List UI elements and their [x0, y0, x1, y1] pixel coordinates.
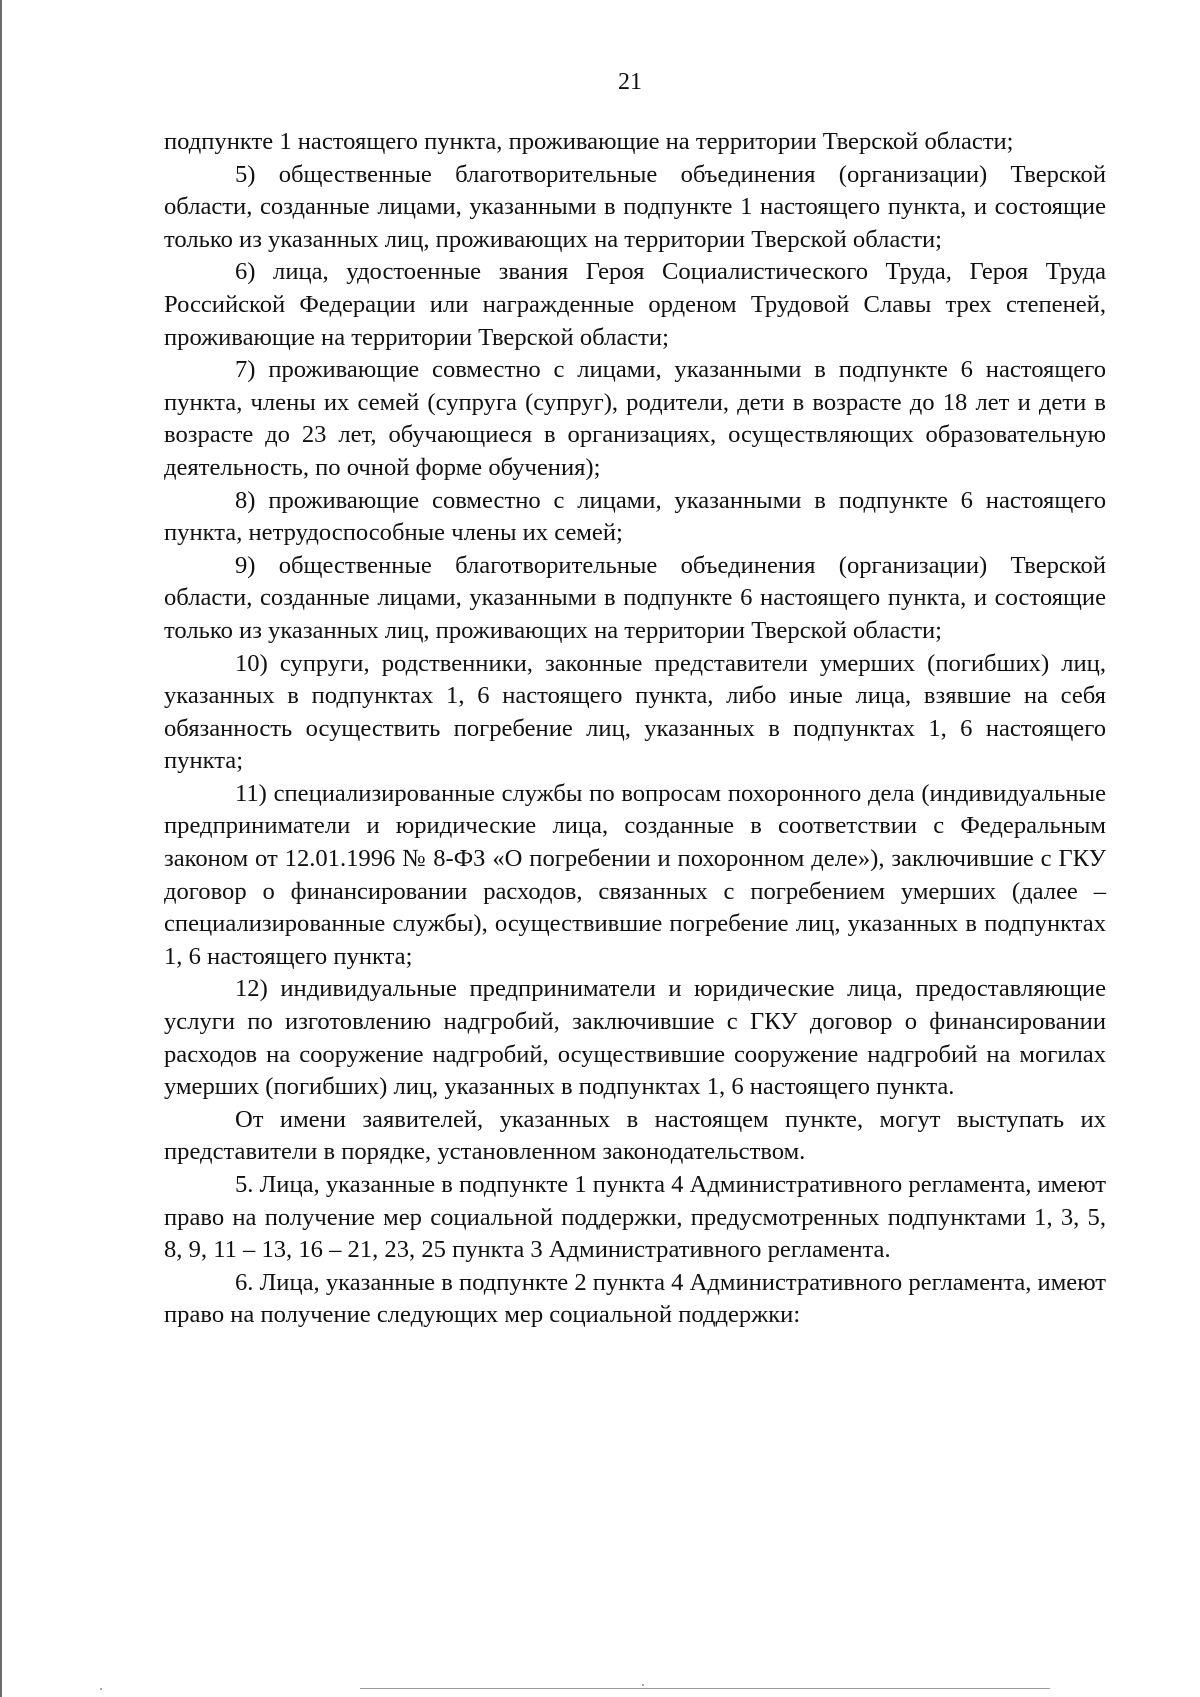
paragraph-item-8: 8) проживающие совместно с лицами, указанными в подпункте 6 настоящего пункта, нетрудоспособные члены их семей;	[164, 486, 1106, 547]
page-number: 21	[618, 69, 642, 95]
paragraph-item-7: 7) проживающие совместно с лицами, указанными в подпункте 6 настоящего пункта, члены их семей (супруга (супруг), родители, дети в возрасте до 18 лет и дети в возрасте до 23 лет, обучающиеся в организациях, осуществляющих образовательную деятельность, по очной форме обучения);	[164, 356, 1106, 481]
paragraph-item-12: 12) индивидуальные предприниматели и юридические лица, предоставляющие услуги по изготовлению надгробий, заключившие с ГКУ договор о финансировании расходов на сооружение надгробий, осуществившие сооружение надгробий на могилах умерших (погибших) лиц, указанных в подпунктах 1, 6 настоящего пункта.	[164, 975, 1106, 1101]
paragraph-item-11: 11) специализированные службы по вопросам похоронного дела (индивидуальные предприниматели и юридические лица, созданные в соответствии с Федеральным законом от 12.01.1996 № 8-ФЗ «О погребении и похоронном деле»), заключившие с ГКУ договор о финансировании расходов, связанных с погребением умерших (далее – специализированные службы), осуществившие погребение лиц, указанных в подпунктах 1, 6 настоящего пункта;	[164, 779, 1106, 970]
scan-speck	[642, 1684, 644, 1686]
scan-edge	[0, 0, 2, 1697]
scan-artifact-line	[360, 1688, 1050, 1689]
paragraph-section-5: 5. Лица, указанные в подпункте 1 пункта 4 Административного регламента, имеют право на получение мер социальной поддержки, предусмотренных подпунктами 1, 3, 5, 8, 9, 11 – 13, 16 – 21, 23, 25 пункта 3 Административного регламента.	[164, 1171, 1106, 1264]
paragraph-item-6: 6) лица, удостоенные звания Героя Социалистического Труда, Героя Труда Российской Федерации или награжденные орденом Трудовой Славы трех степеней, проживающие на территории Тверской области;	[164, 258, 1106, 351]
paragraph-representatives: От имени заявителей, указанных в настоящем пункте, могут выступать их представители в порядке, установленном законодательством.	[164, 1105, 1106, 1166]
paragraph-item-9: 9) общественные благотворительные объединения (организации) Тверской области, созданные лицами, указанными в подпункте 6 настоящего пункта, и состоящие только из указанных лиц, проживающих на территории Тверской области;	[164, 551, 1106, 644]
paragraph-item-5: 5) общественные благотворительные объединения (организации) Тверской области, созданные лицами, указанными в подпункте 1 настоящего пункта, и состоящие только из указанных лиц, проживающих на территории Тверской области;	[164, 160, 1106, 253]
scan-speck	[100, 1688, 102, 1690]
document-body	[164, 126, 1106, 1332]
paragraph-item-10: 10) супруги, родственники, законные представители умерших (погибших) лиц, указанных в подпунктах 1, 6 настоящего пункта, либо иные лица, взявшие на себя обязанность осуществить погребение лиц, указанных в подпунктах 1, 6 настоящего пункта;	[164, 649, 1106, 775]
paragraph-section-6: 6. Лица, указанные в подпункте 2 пункта 4 Административного регламента, имеют право на получение следующих мер социальной поддержки:	[164, 1268, 1106, 1329]
paragraph-continuation: подпункте 1 настоящего пункта, проживающие на территории Тверской области;	[164, 128, 1014, 155]
